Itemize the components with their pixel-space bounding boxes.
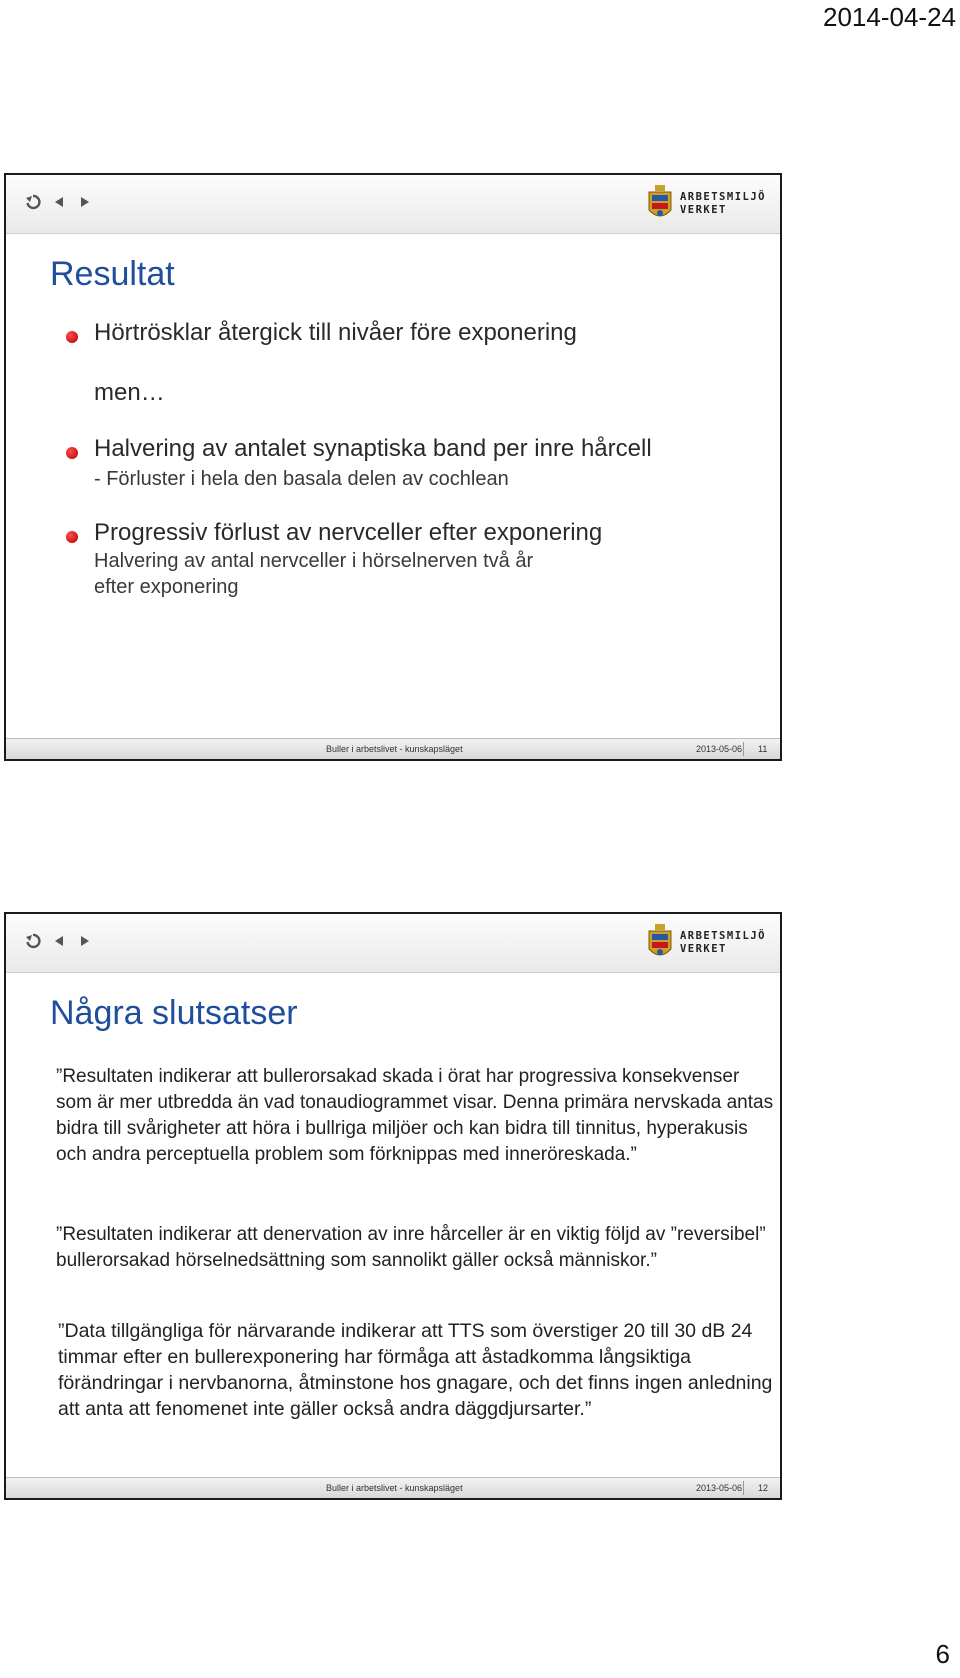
next-arrow-icon[interactable]	[74, 930, 96, 952]
continuation-text: men…	[94, 379, 165, 406]
slide-12	[4, 912, 782, 1500]
logo-line-1: ARBETSMILJÖ	[679, 191, 766, 203]
page-date: 2014-04-24	[823, 2, 956, 32]
bullet-icon	[66, 447, 78, 459]
slide-11	[4, 173, 782, 761]
footer-divider	[743, 742, 744, 756]
sub-point-text: - Förluster i hela den basala delen av cochlean	[94, 468, 509, 490]
bullet-text: Hörtrösklar återgick till nivåer före exponering	[94, 319, 577, 346]
reload-icon[interactable]	[22, 930, 44, 952]
arbetsmiljoverket-logo	[646, 181, 766, 227]
sub-point-text: Halvering av antal nervceller i hörselnerven två år	[94, 550, 534, 572]
logo-line-2: VERKET	[679, 943, 727, 955]
bullet-icon	[66, 331, 78, 343]
bullet-icon	[66, 531, 78, 543]
reload-icon[interactable]	[22, 191, 44, 213]
page-number: 6	[935, 1639, 950, 1669]
footer-slide-number: 11	[758, 744, 768, 754]
footer-date: 2013-05-06	[696, 1483, 743, 1493]
footer-divider	[743, 1481, 744, 1495]
slide-toolbar	[6, 175, 780, 234]
coat-of-arms-icon	[646, 184, 674, 224]
bullet-text: Halvering av antalet synaptiska band per inre hårcell	[94, 435, 652, 462]
quote-paragraph: ”Resultaten indikerar att denervation av inre hårceller är en viktig följd av ”reversibel” bullerorsakad hörselnedsättning som sannolikt gäller också människor.”	[56, 1224, 766, 1271]
footer-date: 2013-05-06	[696, 744, 743, 754]
slide-footer	[6, 738, 780, 759]
arbetsmiljoverket-logo	[646, 920, 766, 966]
footer-title: Buller i arbetslivet - kunskapsläget	[326, 744, 463, 754]
slide-toolbar	[6, 914, 780, 973]
sub-point-text: efter exponering	[94, 576, 239, 598]
next-arrow-icon[interactable]	[74, 191, 96, 213]
coat-of-arms-icon	[646, 923, 674, 963]
slide-title: Resultat	[50, 255, 175, 293]
footer-title: Buller i arbetslivet - kunskapsläget	[326, 1483, 463, 1493]
logo-line-1: ARBETSMILJÖ	[679, 930, 766, 942]
slide-footer	[6, 1477, 780, 1498]
bullet-text: Progressiv förlust av nervceller efter exponering	[94, 519, 603, 546]
slide-title: Några slutsatser	[50, 994, 298, 1032]
previous-arrow-icon[interactable]	[48, 191, 70, 213]
logo-line-2: VERKET	[679, 204, 727, 216]
quote-paragraph: ”Data tillgängliga för närvarande indikerar att TTS som överstiger 20 till 30 dB 24 timmar efter en bullerexponering har förmåga att åstadkomma långsiktiga förändringar i nervbanorna, åtminstone hos gnagare, och det finns ingen anledning att anta att fenomenet inte gäller också andra däggdjursarter.”	[58, 1320, 773, 1420]
quote-paragraph: ”Resultaten indikerar att bullerorsakad skada i örat har progressiva konsekvenser som är mer utbredda än vad tonaudiogrammet visar. Denna primära nervskada antas bidra till svårigheter att höra i bullriga miljöer och kan bidra till tinnitus, hyperakusis och andra perceptuella problem som förknippas med inneröreskada.”	[56, 1066, 774, 1165]
previous-arrow-icon[interactable]	[48, 930, 70, 952]
footer-slide-number: 12	[758, 1483, 769, 1493]
